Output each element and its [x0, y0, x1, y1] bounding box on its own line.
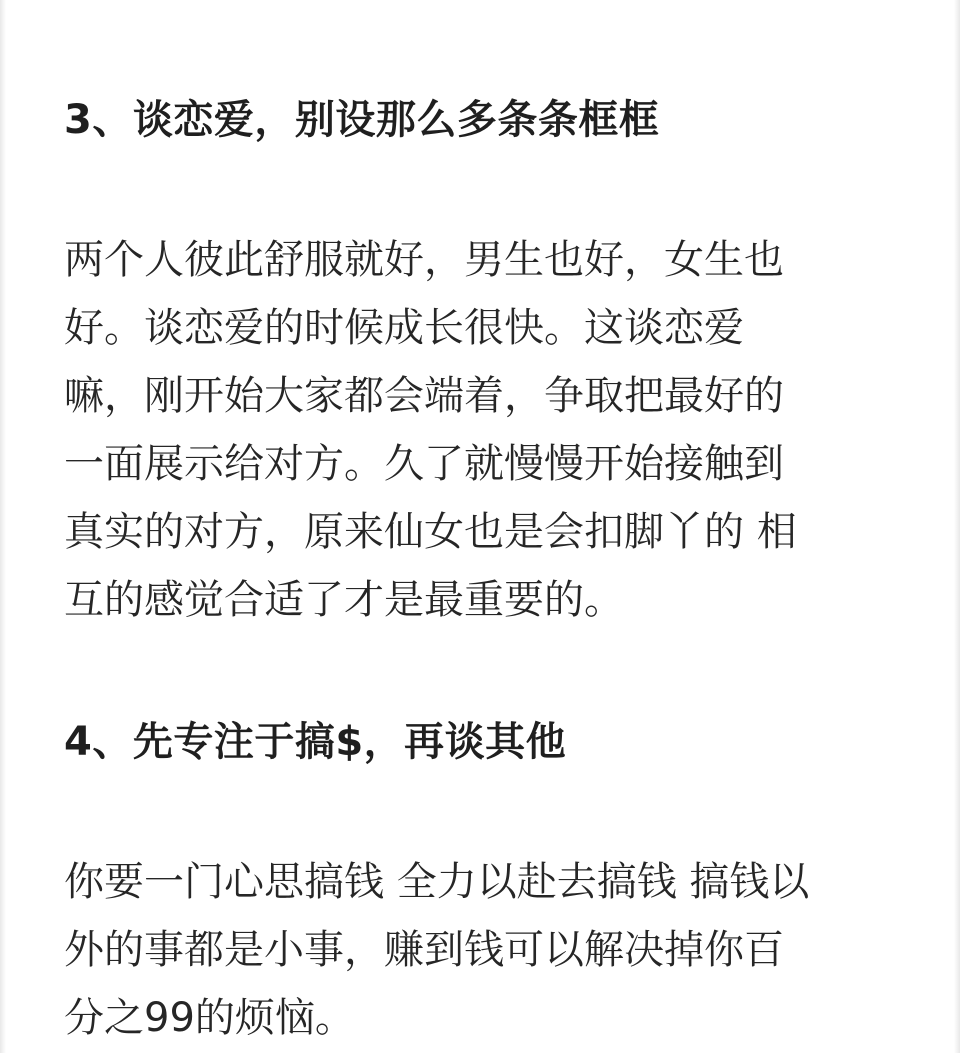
paragraph-line: 嘛，刚开始大家都会端着，争取把最好的 [64, 373, 784, 419]
section-4-heading: 4、先专注于搞$，再谈其他 [64, 719, 567, 765]
spacer [64, 778, 924, 848]
left-edge-shadow [0, 0, 6, 1053]
paragraph-line: 你要一门心思搞钱 全力以赴去搞钱 搞钱以 [64, 859, 810, 905]
spacer [64, 634, 924, 706]
paragraph-line: 两个人彼此舒服就好，男生也好，女生也 [64, 237, 784, 283]
article-body [64, 84, 924, 1052]
paragraph-line: 互的感觉合适了才是最重要的。 [64, 577, 624, 623]
paragraph-line: 真实的对方，原来仙女也是会扣脚丫的 相 [64, 509, 797, 555]
section-3-paragraph [64, 226, 924, 634]
right-edge-shadow [954, 0, 960, 1053]
paragraph-line: 一面展示给对方。久了就慢慢开始接触到 [64, 441, 784, 487]
spacer [64, 156, 924, 226]
section-3-heading: 3、谈恋爱，别设那么多条条框框 [64, 97, 660, 143]
paragraph-line: 分之99的烦恼。 [64, 995, 355, 1041]
paragraph-line: 外的事都是小事，赚到钱可以解决掉你百 [64, 927, 784, 973]
section-4-paragraph [64, 848, 924, 1052]
paragraph-line: 好。谈恋爱的时候成长很快。这谈恋爱 [64, 305, 744, 351]
